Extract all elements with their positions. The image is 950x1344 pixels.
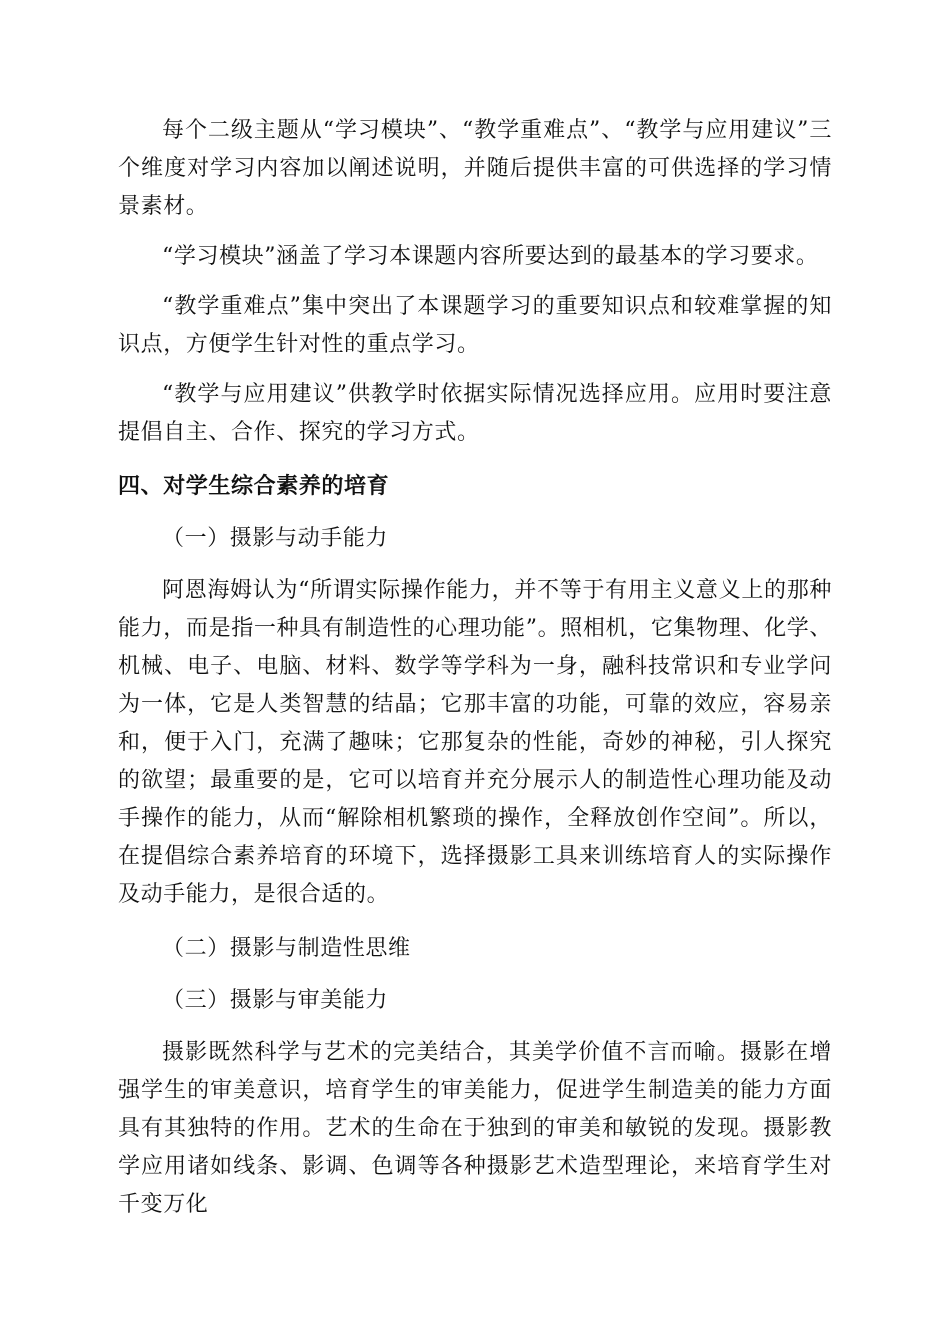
document-page [118, 112, 832, 1224]
subheading-creative-thinking: （二）摄影与制造性思维 [162, 936, 411, 961]
subheading-aesthetics: （三）摄影与审美能力 [162, 988, 389, 1013]
paragraph-arnheim: 阿恩海姆认为“所谓实际操作能力，并不等于有用主义意义上的那种能力，而是指一种具有制造性的心理功能”。照相机，它集物理、化学、机械、电子、电脑、材料、数学等学科为一身，融科技常识和专业学问为一体，它是人类智慧的结晶；它那丰富的功能，可靠的效应，容易亲和，便于入门，充满了趣味；它那复杂的性能，奇妙的神秘，引人探究的欲望；最重要的是，它可以培育并充分展示人的制造性心理功能及动手操作的能力，从而“解除相机繁琐的操作，全释放创作空间”。所以，在提倡综合素养培育的环境下，选择摄影工具来训练培育人的实际操作及动手能力，是很合适的。 [118, 578, 832, 907]
paragraph-key-points: “教学重难点”集中突出了本课题学习的重要知识点和较难掌握的知识点，方便学生针对性的重点学习。 [118, 294, 832, 357]
section-heading: 四、对学生综合素养的培育 [118, 474, 390, 499]
paragraph-learning-module: “学习模块”涵盖了学习本课题内容所要达到的最基本的学习要求。 [162, 244, 819, 269]
paragraph-aesthetic-value: 摄影既然科学与艺术的完美结合，其美学价值不言而喻。摄影在增强学生的审美意识，培育学生的审美能力，促进学生制造美的能力方面具有其独特的作用。艺术的生命在于独到的审美和敏锐的发现。摄影教学应用诸如线条、影调、色调等各种摄影艺术造型理论，来培育学生对千变万化 [118, 1040, 832, 1217]
subheading-hands-on: （一）摄影与动手能力 [162, 526, 389, 551]
paragraph-teaching-suggestions: “教学与应用建议”供教学时依据实际情况选择应用。应用时要注意提倡自主、合作、探究的学习方式。 [118, 382, 832, 445]
paragraph-secondary-topics: 每个二级主题从“学习模块”、“教学重难点”、“教学与应用建议”三个维度对学习内容加以阐述说明，并随后提供丰富的可供选择的学习情景素材。 [118, 118, 832, 219]
